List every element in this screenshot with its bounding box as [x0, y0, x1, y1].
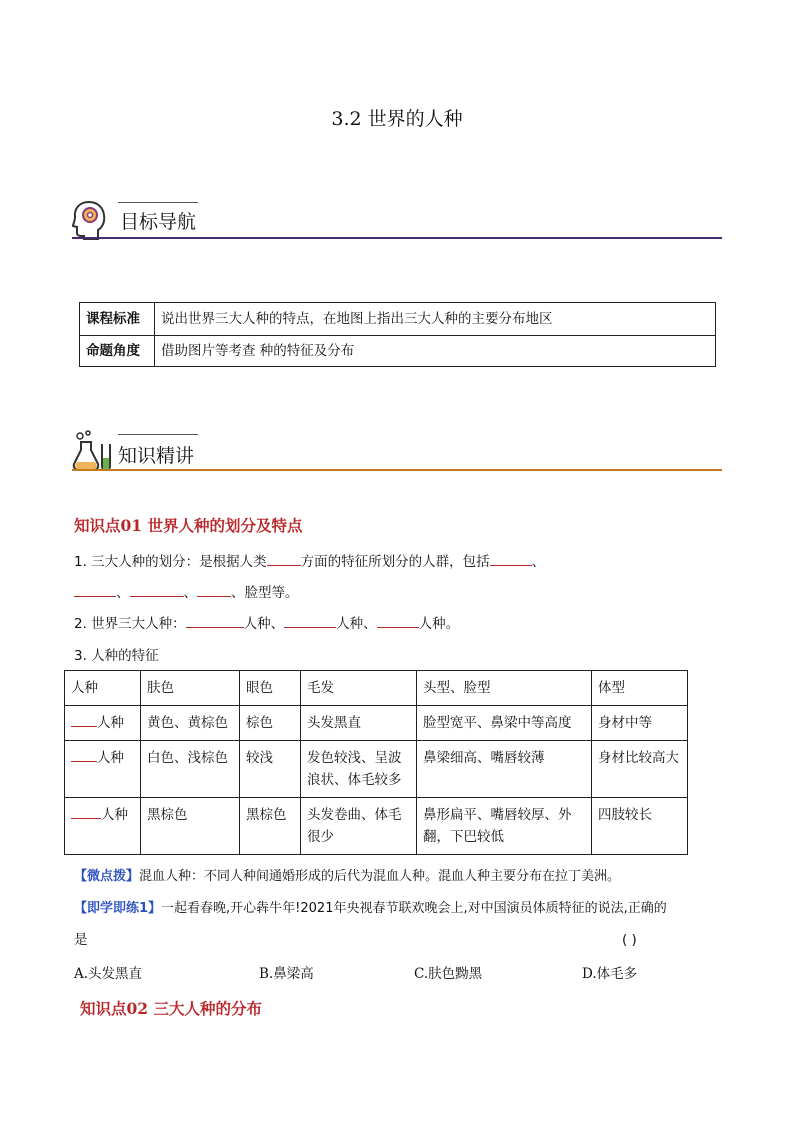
fill-blank[interactable]: [186, 613, 244, 628]
section-title: 知识精讲: [118, 445, 195, 467]
fill-blank[interactable]: [74, 582, 116, 597]
table-row: [80, 303, 716, 336]
row-content: 说出世界三大人种的特点，在地图上指出三大人种的主要分布地区: [155, 303, 716, 336]
head-gear-icon: [72, 200, 106, 240]
section-header-knowledge: [72, 428, 722, 474]
tip-tag: 【微点拨】: [74, 869, 140, 884]
fill-blank[interactable]: [71, 747, 97, 762]
cell: 白色、浅棕色: [141, 741, 240, 798]
section-underline: [72, 237, 722, 239]
header-cell: 肤色: [141, 671, 240, 706]
fill-blank[interactable]: [377, 613, 419, 628]
table-row: [80, 336, 716, 367]
exercise-line-2: 是: [74, 932, 88, 948]
cell: 较浅: [240, 741, 301, 798]
cell: 棕色: [240, 706, 301, 741]
race-cell: 人种: [65, 798, 141, 855]
item-3-line: 3. 人种的特征: [74, 648, 159, 664]
section-title: 目标导航: [120, 211, 197, 233]
row-content: 借助图片等考查 种的特征及分布: [155, 336, 716, 367]
knowledge-point-title: 知识点02 三大人种的分布: [80, 999, 262, 1018]
race-cell: 人种: [65, 706, 141, 741]
cell: 黑棕色: [141, 798, 240, 855]
row-label: 课程标准: [80, 303, 155, 336]
knowledge-point-title: 知识点01 世界人种的划分及特点: [74, 516, 303, 535]
race-cell: 人种: [65, 741, 141, 798]
fill-blank[interactable]: [197, 582, 231, 597]
table-row: [65, 798, 688, 855]
fill-blank[interactable]: [490, 551, 532, 566]
section-top-rule: [118, 202, 198, 203]
answer-paren[interactable]: ( ): [622, 932, 637, 948]
flask-icon: [72, 430, 112, 472]
cell: 头发黑直: [301, 706, 417, 741]
page-title: 3.2 世界的人种: [331, 108, 463, 130]
item-1-line-2: 、 、 、脸型等。: [74, 582, 299, 604]
fill-blank[interactable]: [284, 613, 336, 628]
header-cell: 人种: [65, 671, 141, 706]
section-top-rule: [118, 434, 198, 435]
cell: 黑棕色: [240, 798, 301, 855]
section-underline: [72, 469, 722, 471]
header-cell: 眼色: [240, 671, 301, 706]
cell: 身材中等: [592, 706, 688, 741]
cell: 鼻梁细高、嘴唇较薄: [417, 741, 592, 798]
cell: 头发卷曲、体毛很少: [301, 798, 417, 855]
fill-blank[interactable]: [71, 804, 101, 819]
fill-blank[interactable]: [267, 551, 301, 566]
table-header-row: [65, 671, 688, 706]
header-cell: 头型、脸型: [417, 671, 592, 706]
course-standard-table: [79, 302, 716, 367]
cell: 身材比较高大: [592, 741, 688, 798]
option-a[interactable]: A.头发黑直: [74, 966, 143, 982]
fill-blank[interactable]: [71, 712, 97, 727]
cell: 四肢较长: [592, 798, 688, 855]
option-c[interactable]: C.肤色黝黑: [414, 966, 483, 982]
option-b[interactable]: B.鼻梁高: [259, 966, 314, 982]
cell: 脸型宽平、鼻梁中等高度: [417, 706, 592, 741]
cell: 黄色、黄棕色: [141, 706, 240, 741]
item-2-line: 2. 世界三大人种： 人种、 人种、 人种。: [74, 613, 459, 635]
section-header-target: [72, 196, 722, 242]
race-features-table: [64, 670, 688, 855]
item-1-line-1: 1. 三大人种的划分：是根据人类 方面的特征所划分的人群，包括 、: [74, 551, 545, 573]
exercise-line-1: 【即学即练1】一起看春晚,开心犇牛年!2021年央视春节联欢晚会上,对中国演员体质特征的说法,正确的: [74, 901, 667, 916]
table-row: [65, 706, 688, 741]
exercise-tag: 【即学即练1】: [74, 901, 162, 916]
cell: 发色较浅、呈波浪状、体毛较多: [301, 741, 417, 798]
row-label: 命题角度: [80, 336, 155, 367]
tip-line: 【微点拨】混血人种：不同人种间通婚形成的后代为混血人种。混血人种主要分布在拉丁美洲。: [74, 869, 621, 884]
header-cell: 体型: [592, 671, 688, 706]
cell: 鼻形扁平、嘴唇较厚、外翻，下巴较低: [417, 798, 592, 855]
fill-blank[interactable]: [130, 582, 184, 597]
table-row: [65, 741, 688, 798]
option-d[interactable]: D.体毛多: [582, 966, 638, 982]
header-cell: 毛发: [301, 671, 417, 706]
